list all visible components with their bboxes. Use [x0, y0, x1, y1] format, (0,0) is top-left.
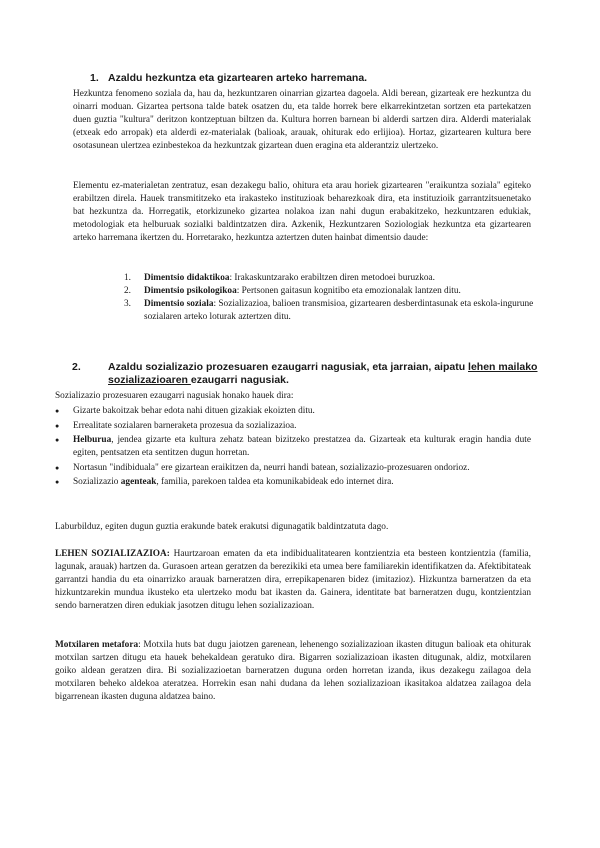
bullet-text: , familia, parekoen taldea eta komunikabideak edo internet dira. — [156, 477, 394, 488]
section-1-paragraph-1: Hezkuntza fenomeno soziala da, hau da, hezkuntzaren oinarrian gizartea dagoela. Aldi berean, gizarteak ere hezkuntza du oinarri moduan. Gizartea pertsona talde batek osatzen du, eta talde horrek bere elkarrekintzetan sortzen eta partekatzen duen guztia "kultura" deritzon kontzeptuan biltzen da. Kultura horren barnean bi alderdi sartzen dira. Alderdi materialak (etxeak edo arropak) eta alderdi ez-materialak (balioak, arauak, ohiturak edo erlijioa). Hortaz, gizartearen kultura bere osotasunean ulertzea ezinbestekoa da hezkuntzak gizartean duen eragina eta alderantziz ulertzeko. — [73, 89, 531, 152]
primary-socialization-paragraph — [55, 548, 531, 613]
section-1-title: Azaldu hezkuntza eta gizartearen arteko harremana. — [108, 72, 368, 84]
bullet-text: Nortasun "indibiduala" ere gizartean eraikitzen da, neurri handi batean, sozializazio-prozesuaren ondorioz. — [73, 462, 470, 473]
bullet-text: Gizarte bakoitzak behar edota nahi dituen gizakiak ekoizten ditu. — [73, 406, 315, 416]
list-item-number: 3. — [124, 299, 131, 310]
primary-socialization-label: LEHEN SOZIALIZAZIOA: — [55, 549, 170, 559]
characteristics-list — [55, 405, 531, 491]
section-2-number: 2. — [72, 361, 81, 373]
section-2-title-part-2: ezaugarri nagusiak. — [190, 374, 289, 386]
dimension-term: Dimentsio didaktikoa — [144, 273, 230, 283]
list-item — [124, 272, 558, 285]
list-item — [124, 298, 558, 324]
bullet-prefix: Sozializazio — [73, 477, 121, 488]
backpack-metaphor-paragraph — [55, 639, 531, 704]
section-2-title-underlined: lehen mailako sozializazioaren — [108, 361, 538, 386]
list-item-number: 2. — [124, 286, 131, 297]
metaphor-label: Motxilaren metafora — [55, 640, 139, 650]
section-1-paragraph-2: Elementu ez-materialetan zentratuz, esan dezakegu balio, ohitura eta arau horiek gizartearen "eraikuntza soziala" egiteko erabiltzen direla. Hauek transmititzeko eta irakasteko instituzioak beharezkoak dira, eta instituzioik garrantzitsuenetako bat hezkuntza da. Horregatik, etorkizuneko gizartea nolakoa izan nahi dugun erabakitzeko, hezkuntzaren edukiak, metodologiak eta helburuak sozialki baldintzatzen dira. Azkenik, Hezkuntzaren Soziologiak hezkuntza eta gizartearen arteko harremana ikertzen du. Horretarako, hezkuntza aztertzen duten hainbat dimentsio daude: — [73, 181, 531, 244]
list-item — [55, 434, 531, 460]
bullet-text: Errealitate sozialaren barneraketa prozesua da sozializazioa. — [73, 420, 297, 431]
dimension-text: : Sozializazioa, balioen transmisioa, gizartearen desberdintasunak eta eskola-ingurune sozialaren arteko loturak aztertzen ditu. — [144, 299, 534, 323]
bullet-bold: agenteak — [120, 477, 157, 488]
list-item-number: 1. — [124, 273, 131, 283]
metaphor-text: : Motxila huts bat dugu jaiotzen garenean, lehenengo sozializazioan ikasten ditugun balioak eta ohiturak motxilan sartzen ditugu eta hauek behekaldean geratuko dira. Bigarren sozializazioan ikasten ditugunak, aldiz, motxilaren goiko aldean geratzen dira. Bi sozializazioetan barneratzen duguna orden horretan izanda, ikus dezakegu zailagoa dela motxilaren beheko aldekoa ateratzea. Horrekin esan nahi dudana da lehen sozializazioan ikasitakoa aldatzea zailagoa dela bigarrenean ikasten duguna aldatzea baino. — [55, 640, 531, 703]
list-item — [55, 476, 531, 489]
dimension-text: : Irakaskuntzarako erabiltzen diren metodoei buruzkoa. — [229, 273, 435, 283]
bullet-bold: Helburua — [73, 435, 112, 446]
primary-socialization-text: Haurtzaroan ematen da eta indibidualitatearen kontzientzia eta besteen kontzientzia (familia, lagunak, arauak) hartzen da. Gurasoen artean geratzen da berezikiki eta umea bere familiarekin identifikatzen da. Afektibitateak garrantzi handia du eta oinarrizko arauak barneratzen dira, errepikapenaren bidez (imitazioz). Hizkuntza barneratzen da eta hizkuntzarekin mundua ikusteko eta ulertzeko modu bat ikasten da. Gainera, identitate bat barneratzen dugu, kontzientzian sendo barneratzen diren edukiak jasotzen ditugu lehen sozializazioan. — [55, 549, 531, 612]
list-item — [55, 462, 531, 475]
list-item — [55, 420, 531, 433]
dimension-term: Dimentsio soziala — [144, 299, 214, 310]
section-1-number: 1. — [90, 72, 99, 84]
section-1-heading — [90, 72, 530, 85]
bullet-text: , jendea gizarte eta kultura zehatz batean bizitzeko prestatzea da. Gizarteak eta kulturak eragin handia dute egiten, pentsatzen eta sentitzen dugun horretan. — [73, 435, 531, 459]
list-item — [55, 405, 531, 418]
dimension-text: : Pertsonen gaitasun kognitibo eta emozionalak lantzen ditu. — [236, 286, 461, 297]
dimensions-list — [124, 272, 558, 324]
section-2-heading — [72, 361, 548, 387]
summary-paragraph: Laburbilduz, egiten dugun guztia erakunde batek erakutsi digunagatik baldintzatuta dago. — [55, 522, 389, 532]
section-2-title-part-1: Azaldu sozializazio prozesuaren ezaugarri nagusiak, eta jarraian, aipatu — [108, 361, 469, 373]
section-2-intro: Sozializazio prozesuaren ezaugarri nagusiak honako hauek dira: — [55, 391, 294, 401]
dimension-term: Dimentsio psikologikoa — [144, 286, 237, 297]
list-item — [124, 285, 558, 298]
